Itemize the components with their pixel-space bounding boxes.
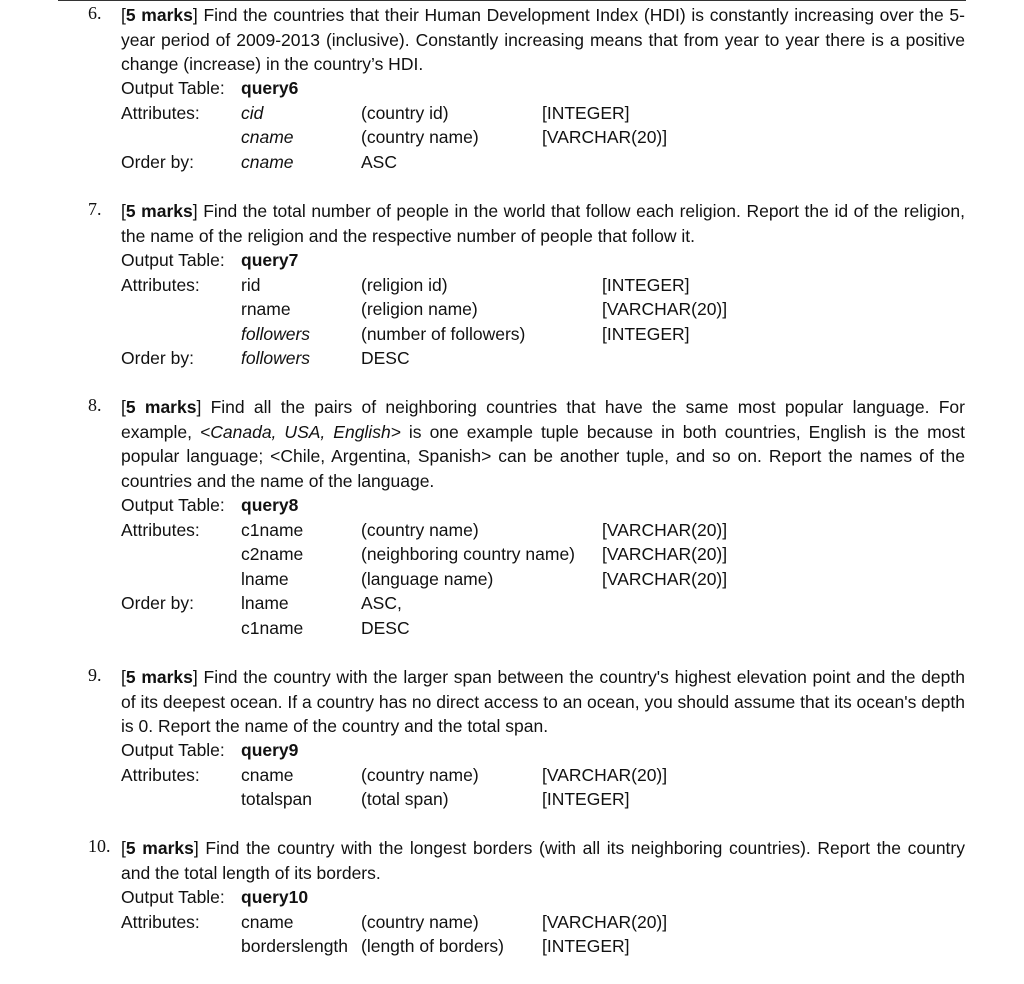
attribute-name: cname	[241, 911, 294, 932]
attributes-label: Attributes:	[121, 519, 200, 540]
marks: 5 marks	[125, 838, 194, 858]
order-by-row	[121, 616, 981, 641]
attribute-name: c1name	[241, 519, 304, 540]
output-table-label: Output Table:	[121, 78, 225, 98]
order-field: cname	[241, 151, 294, 172]
attribute-desc: (total span)	[361, 789, 449, 809]
output-table-name: query10	[241, 887, 309, 907]
attributes-label: Attributes:	[121, 102, 200, 123]
attribute-desc: (length of borders)	[361, 936, 504, 956]
attribute-name: cname	[241, 127, 294, 147]
order-direction: DESC	[361, 348, 410, 368]
attribute-name: cid	[241, 102, 264, 123]
question-number: 8.	[88, 395, 102, 415]
attribute-desc: (country name)	[361, 764, 479, 785]
order-field: c1name	[241, 617, 304, 638]
attributes-label: Attributes:	[121, 764, 200, 785]
attribute-type: [VARCHAR(20)]	[602, 299, 728, 319]
attribute-type: [VARCHAR(20)]	[542, 911, 668, 932]
output-table-label: Output Table:	[121, 250, 225, 270]
output-table-row	[121, 493, 981, 518]
question-number: 10.	[88, 836, 111, 856]
question-number: 6.	[88, 3, 102, 23]
attribute-row	[121, 518, 981, 543]
output-table-row	[121, 248, 981, 273]
top-rule	[58, 0, 966, 1]
attribute-desc: (neighboring country name)	[361, 544, 576, 564]
attribute-name: cname	[241, 764, 294, 785]
attribute-name: rid	[241, 274, 261, 295]
attributes-label: Attributes:	[121, 911, 200, 932]
question-text: [5 marks] Find the country with the longest borders (with all its neighboring countries). Report the country and the total length of its borders.	[121, 838, 965, 883]
attribute-type: [VARCHAR(20)]	[542, 764, 668, 785]
question-body-cont: is one example tuple because in both countries, English is the most popular language; <Chile, Argentina, Spanish> can be another tuple, and so on. Report the names of the countries and the name of the language.	[121, 421, 965, 491]
output-table-name: query7	[241, 250, 299, 270]
attribute-type: [INTEGER]	[602, 274, 690, 295]
attribute-desc: (religion name)	[361, 299, 478, 319]
output-table-label: Output Table:	[121, 740, 225, 760]
attribute-row	[121, 101, 981, 126]
question-text: [5 marks] Find all the pairs of neighboring countries that have the same most popular language. For example, <Canada, USA, English> is one example tuple because in both countries, English is the most popular language; <Chile, Argentina, Spanish> can be another tuple, and so on. Report the names of the countries and the name of the language.	[121, 397, 965, 491]
attribute-row	[121, 934, 981, 959]
question-text: [5 marks] Find the countries that their Human Development Index (HDI) is constantly increasing over the 5-year period of 2009-2013 (inclusive). Constantly increasing means that from year to year there is a positive change (increase) in the country’s HDI.	[121, 5, 965, 74]
output-table-label: Output Table:	[121, 495, 225, 515]
attributes-label: Attributes:	[121, 274, 200, 295]
attribute-type: [INTEGER]	[542, 102, 630, 123]
output-table-label: Output Table:	[121, 887, 225, 907]
question-body: Find the country with the longest borders (with all its neighboring countries). Report the country and the total length of its borders.	[121, 838, 965, 883]
question-body: Find the total number of people in the world that follow each religion. Report the id of the religion, the name of the religion and the respective number of people that follow it.	[121, 201, 965, 246]
marks: 5 marks	[125, 201, 193, 221]
output-table-row	[121, 885, 981, 910]
attribute-desc: (religion id)	[361, 274, 448, 295]
question-body: Find all the pairs of neighboring countries that have the same most popular language. For example,	[121, 397, 965, 442]
attribute-type: [VARCHAR(20)]	[602, 568, 728, 589]
question-body: Find the countries that their Human Development Index (HDI) is constantly increasing over the 5-year period of 2009-2013 (inclusive). Constantly increasing means that from year to year there is a positive change (increase) in the country’s HDI.	[121, 5, 965, 74]
attribute-name: lname	[241, 568, 289, 589]
attribute-type: [VARCHAR(20)]	[602, 544, 728, 564]
order-by-row	[121, 591, 981, 616]
question-number: 9.	[88, 665, 102, 685]
order-by-label: Order by:	[121, 593, 194, 613]
question-text: [5 marks] Find the country with the larger span between the country's highest elevation point and the depth of its deepest ocean. If a country has no direct access to an ocean, you should assume that its ocean's depth is 0. Report the name of the country and the total span.	[121, 667, 965, 736]
attribute-row	[121, 567, 981, 592]
attribute-row	[121, 125, 981, 150]
attribute-desc: (number of followers)	[361, 323, 526, 344]
output-table-name: query9	[241, 740, 299, 760]
output-table-name: query8	[241, 495, 299, 515]
attribute-name: followers	[241, 323, 311, 344]
attribute-row	[121, 542, 981, 567]
attribute-name: totalspan	[241, 789, 313, 809]
order-direction: DESC	[361, 617, 410, 638]
order-by-label: Order by:	[121, 151, 194, 172]
output-table-row	[121, 76, 981, 101]
attribute-desc: (country name)	[361, 911, 479, 932]
order-direction: ASC	[361, 151, 397, 172]
order-field: followers	[241, 348, 311, 368]
attribute-type: [VARCHAR(20)]	[602, 519, 728, 540]
attribute-desc: (country name)	[361, 127, 479, 147]
attribute-type: [INTEGER]	[602, 323, 690, 344]
attribute-row	[121, 273, 981, 298]
order-field: lname	[241, 593, 289, 613]
attribute-type: [VARCHAR(20)]	[542, 127, 668, 147]
order-direction: ASC,	[361, 593, 402, 613]
output-table-row	[121, 738, 981, 763]
marks: 5 marks	[125, 5, 193, 25]
marks: 5 marks	[125, 667, 193, 687]
attribute-row	[121, 763, 981, 788]
attribute-desc: (country id)	[361, 102, 449, 123]
attribute-name: borderslength	[241, 936, 349, 956]
question-text: [5 marks] Find the total number of people in the world that follow each religion. Report the id of the religion, the name of the religion and the respective number of people that follow it.	[121, 201, 965, 246]
attribute-desc: (language name)	[361, 568, 494, 589]
attribute-type: [INTEGER]	[542, 936, 630, 956]
attribute-type: [INTEGER]	[542, 789, 630, 809]
attribute-name: rname	[241, 299, 291, 319]
attribute-row	[121, 787, 981, 812]
order-by-row	[121, 346, 981, 371]
attribute-row	[121, 910, 981, 935]
attribute-desc: (country name)	[361, 519, 479, 540]
marks: 5 marks	[125, 397, 197, 417]
order-by-label: Order by:	[121, 348, 194, 368]
attribute-row	[121, 322, 981, 347]
attribute-row	[121, 297, 981, 322]
example-tuple: <Canada, USA, English>	[200, 421, 401, 442]
question-body: Find the country with the larger span between the country's highest elevation point and the depth of its deepest ocean. If a country has no direct access to an ocean, you should assume that its ocean's depth is 0. Report the name of the country and the total span.	[121, 667, 965, 736]
order-by-row	[121, 150, 981, 175]
question-number: 7.	[88, 199, 102, 219]
attribute-name: c2name	[241, 544, 304, 564]
output-table-name: query6	[241, 78, 299, 98]
